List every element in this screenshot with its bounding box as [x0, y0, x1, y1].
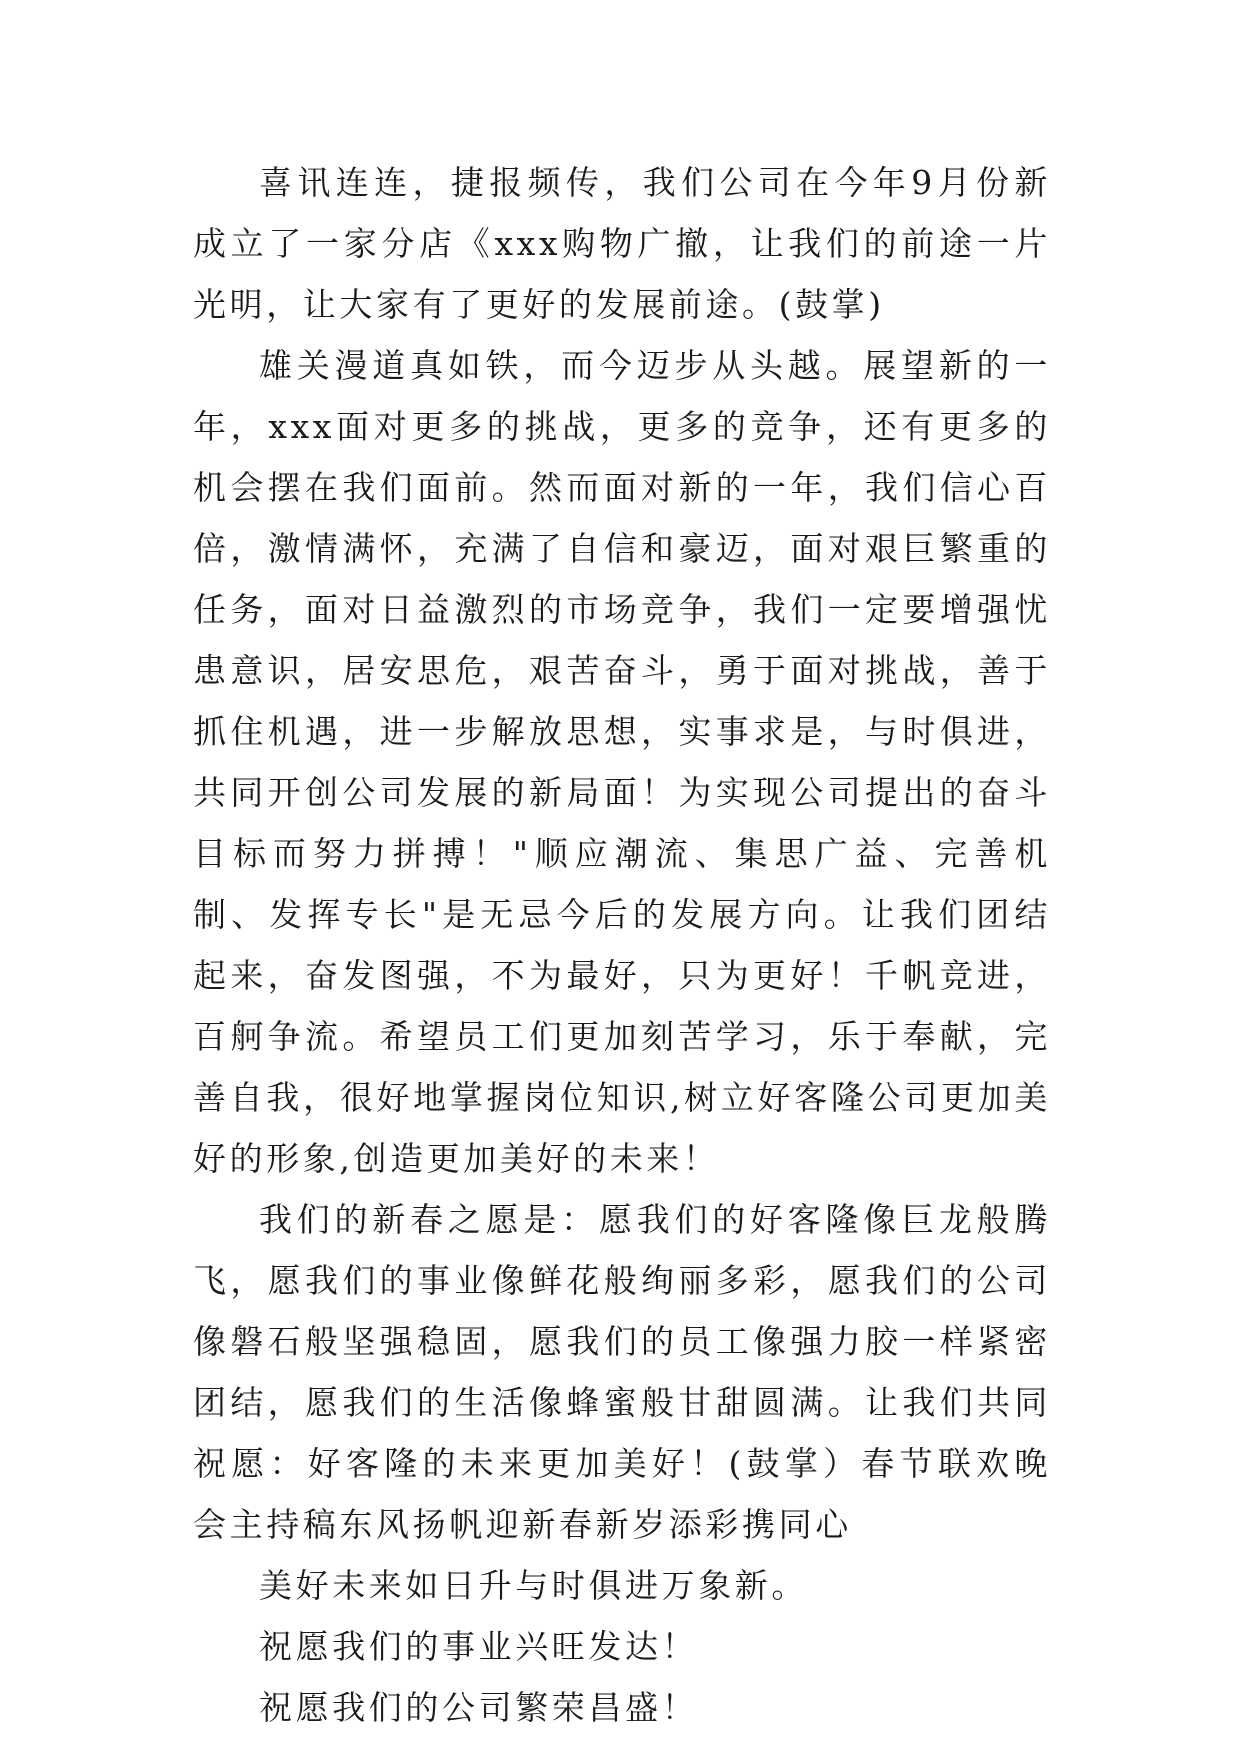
closing-line-company: 祝愿我们的公司繁荣昌盛！ — [259, 1688, 699, 1727]
document-body — [193, 152, 1051, 1738]
paragraph-new-year-wishes: 我们的新春之愿是：愿我们的好客隆像巨龙般腾飞，愿我们的事业像鲜花般绚丽多彩，愿我们的公司像磐石般坚强稳固，愿我们的员工像强力胶一样紧密团结，愿我们的生活像蜂蜜般甘甜圆满。让我们共同祝愿：好客隆的未来更加美好！(鼓掌）春节联欢晚会主持稿东风扬帆迎新春新岁添彩携同心 — [193, 1200, 1051, 1544]
closing-line-future: 美好未来如日升与时俱进万象新。 — [259, 1566, 808, 1605]
closing-line-business: 祝愿我们的事业兴旺发达！ — [259, 1627, 699, 1666]
paragraph-branch-news: 喜讯连连，捷报频传，我们公司在今年9月份新成立了一家分店《xxx购物广撤，让我们的前途一片光明，让大家有了更好的发展前途。(鼓掌) — [193, 163, 1051, 324]
paragraph-outlook: 雄关漫道真如铁，而今迈步从头越。展望新的一年，xxx面对更多的挑战，更多的竞争，还有更多的机会摆在我们面前。然而面对新的一年，我们信心百倍，激情满怀，充满了自信和豪迈，面对艰巨繁重的任务，面对日益激烈的市场竞争，我们一定要增强忧患意识，居安思危，艰苦奋斗，勇于面对挑战，善于抓住机遇，进一步解放思想，实事求是，与时俱进，共同开创公司发展的新局面！为实现公司提出的奋斗目标而努力拼搏！"顺应潮流、集思广益、完善机制、发挥专长"是无忌今后的发展方向。让我们团结起来，奋发图强，不为最好，只为更好！千帆竞进，百舸争流。希望员工们更加刻苦学习，乐于奉献，完善自我，很好地掌握岗位知识,树立好客隆公司更加美好的形象,创造更加美好的未来！ — [193, 346, 1051, 1178]
